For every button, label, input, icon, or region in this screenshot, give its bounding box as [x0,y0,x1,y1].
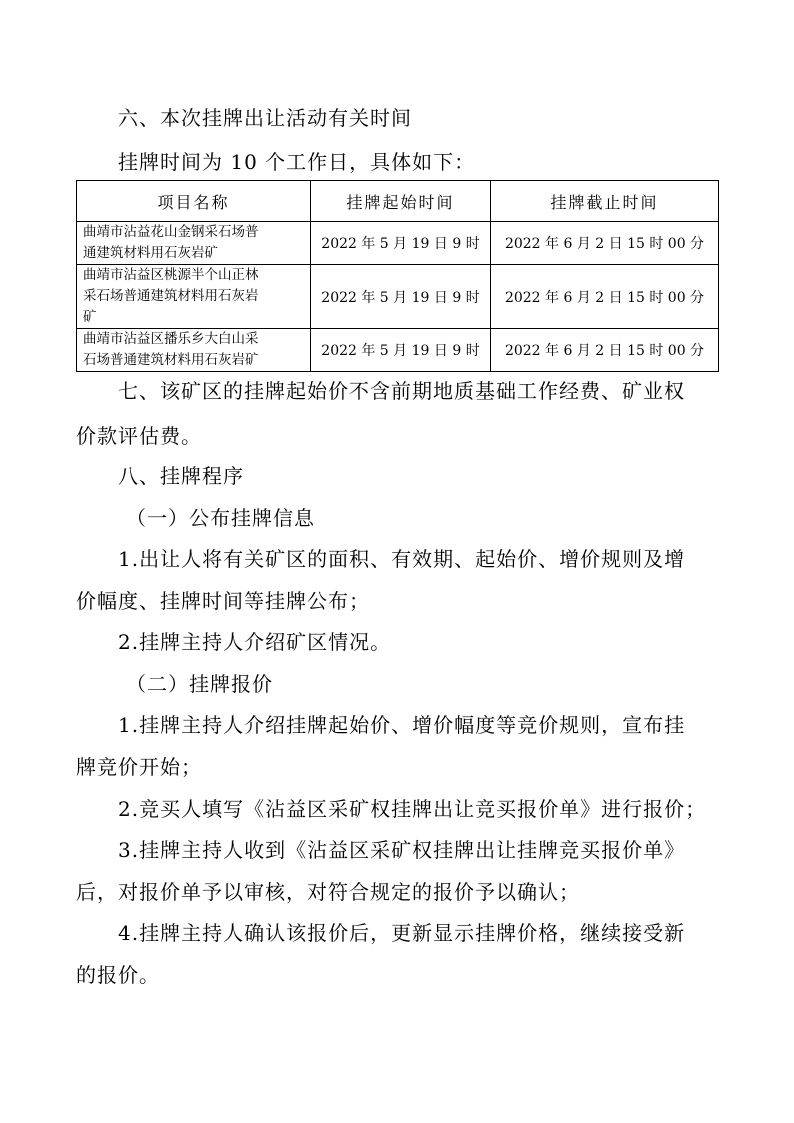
end-time-cell: 2022 年 6 月 2 日 15 时 00 分 [491,222,719,265]
end-time-cell: 2022 年 6 月 2 日 15 时 00 分 [491,265,719,329]
start-time-cell: 2022 年 5 月 19 日 9 时 [311,329,491,372]
end-time-cell: 2022 年 6 月 2 日 15 时 00 分 [491,329,719,372]
sub1-item1-line-2: 价幅度、挂牌时间等挂牌公布； [76,589,370,613]
project-name-cell [77,222,311,265]
header-start-time: 挂牌起始时间 [311,181,491,222]
project-name-line: 矿 [83,309,97,325]
sub2-item1-line-2: 牌竞价开始； [76,755,202,779]
sub1-item1-line-1: 1.出让人将有关矿区的面积、有效期、起始价、增价规则及增 [118,547,686,571]
subsection-1-heading: （一）公布挂牌信息 [126,506,315,530]
sub2-item4-line-1: 4.挂牌主持人确认该报价后，更新显示挂牌价格，继续接受新 [118,921,686,945]
start-time-cell: 2022 年 5 月 19 日 9 时 [311,265,491,329]
project-name-cell [77,329,311,372]
header-end-time: 挂牌截止时间 [491,181,719,222]
sub2-item4-line-2: 的报价。 [76,963,160,987]
listing-schedule-table [76,180,719,372]
table-row [77,222,719,265]
header-project-name: 项目名称 [77,181,311,222]
subsection-2-heading: （二）挂牌报价 [126,672,273,696]
section6-heading: 六、本次挂牌出让活动有关时间 [118,106,412,130]
project-name-line: 通建筑材料用石灰岩矿 [83,245,218,261]
section7-line-1: 七、该矿区的挂牌起始价不含前期地质基础工作经费、矿业权 [118,379,685,403]
project-name-line: 曲靖市沾益花山金钢采石场普 [83,224,259,240]
start-time-cell: 2022 年 5 月 19 日 9 时 [311,222,491,265]
sub2-item1-line-1: 1.挂牌主持人介绍挂牌起始价、增价幅度等竞价规则，宣布挂 [118,713,686,737]
sub2-item3-line-1: 3.挂牌主持人收到《沾益区采矿权挂牌出让挂牌竞买报价单》 [118,838,686,862]
project-name-cell [77,265,311,329]
section6-intro: 挂牌时间为 10 个工作日，具体如下： [118,150,476,174]
project-name-line: 曲靖市沾益区播乐乡大白山采 [83,331,259,347]
project-name-line: 石场普通建筑材料用石灰岩矿 [83,352,259,368]
table-row [77,265,719,329]
section7-line-2: 价款评估费。 [76,424,202,448]
sub1-item2: 2.挂牌主持人介绍矿区情况。 [118,630,392,654]
table-header-row [77,181,719,222]
sub2-item2: 2.竞买人填写《沾益区采矿权挂牌出让竞买报价单》进行报价； [118,797,707,821]
project-name-line: 采石场普通建筑材料用石灰岩 [83,288,259,304]
project-name-line: 曲靖市沾益区桃源半个山正林 [83,267,259,283]
table-row [77,329,719,372]
section8-heading: 八、挂牌程序 [118,464,244,488]
sub2-item3-line-2: 后，对报价单予以审核，对符合规定的报价予以确认； [76,880,580,904]
